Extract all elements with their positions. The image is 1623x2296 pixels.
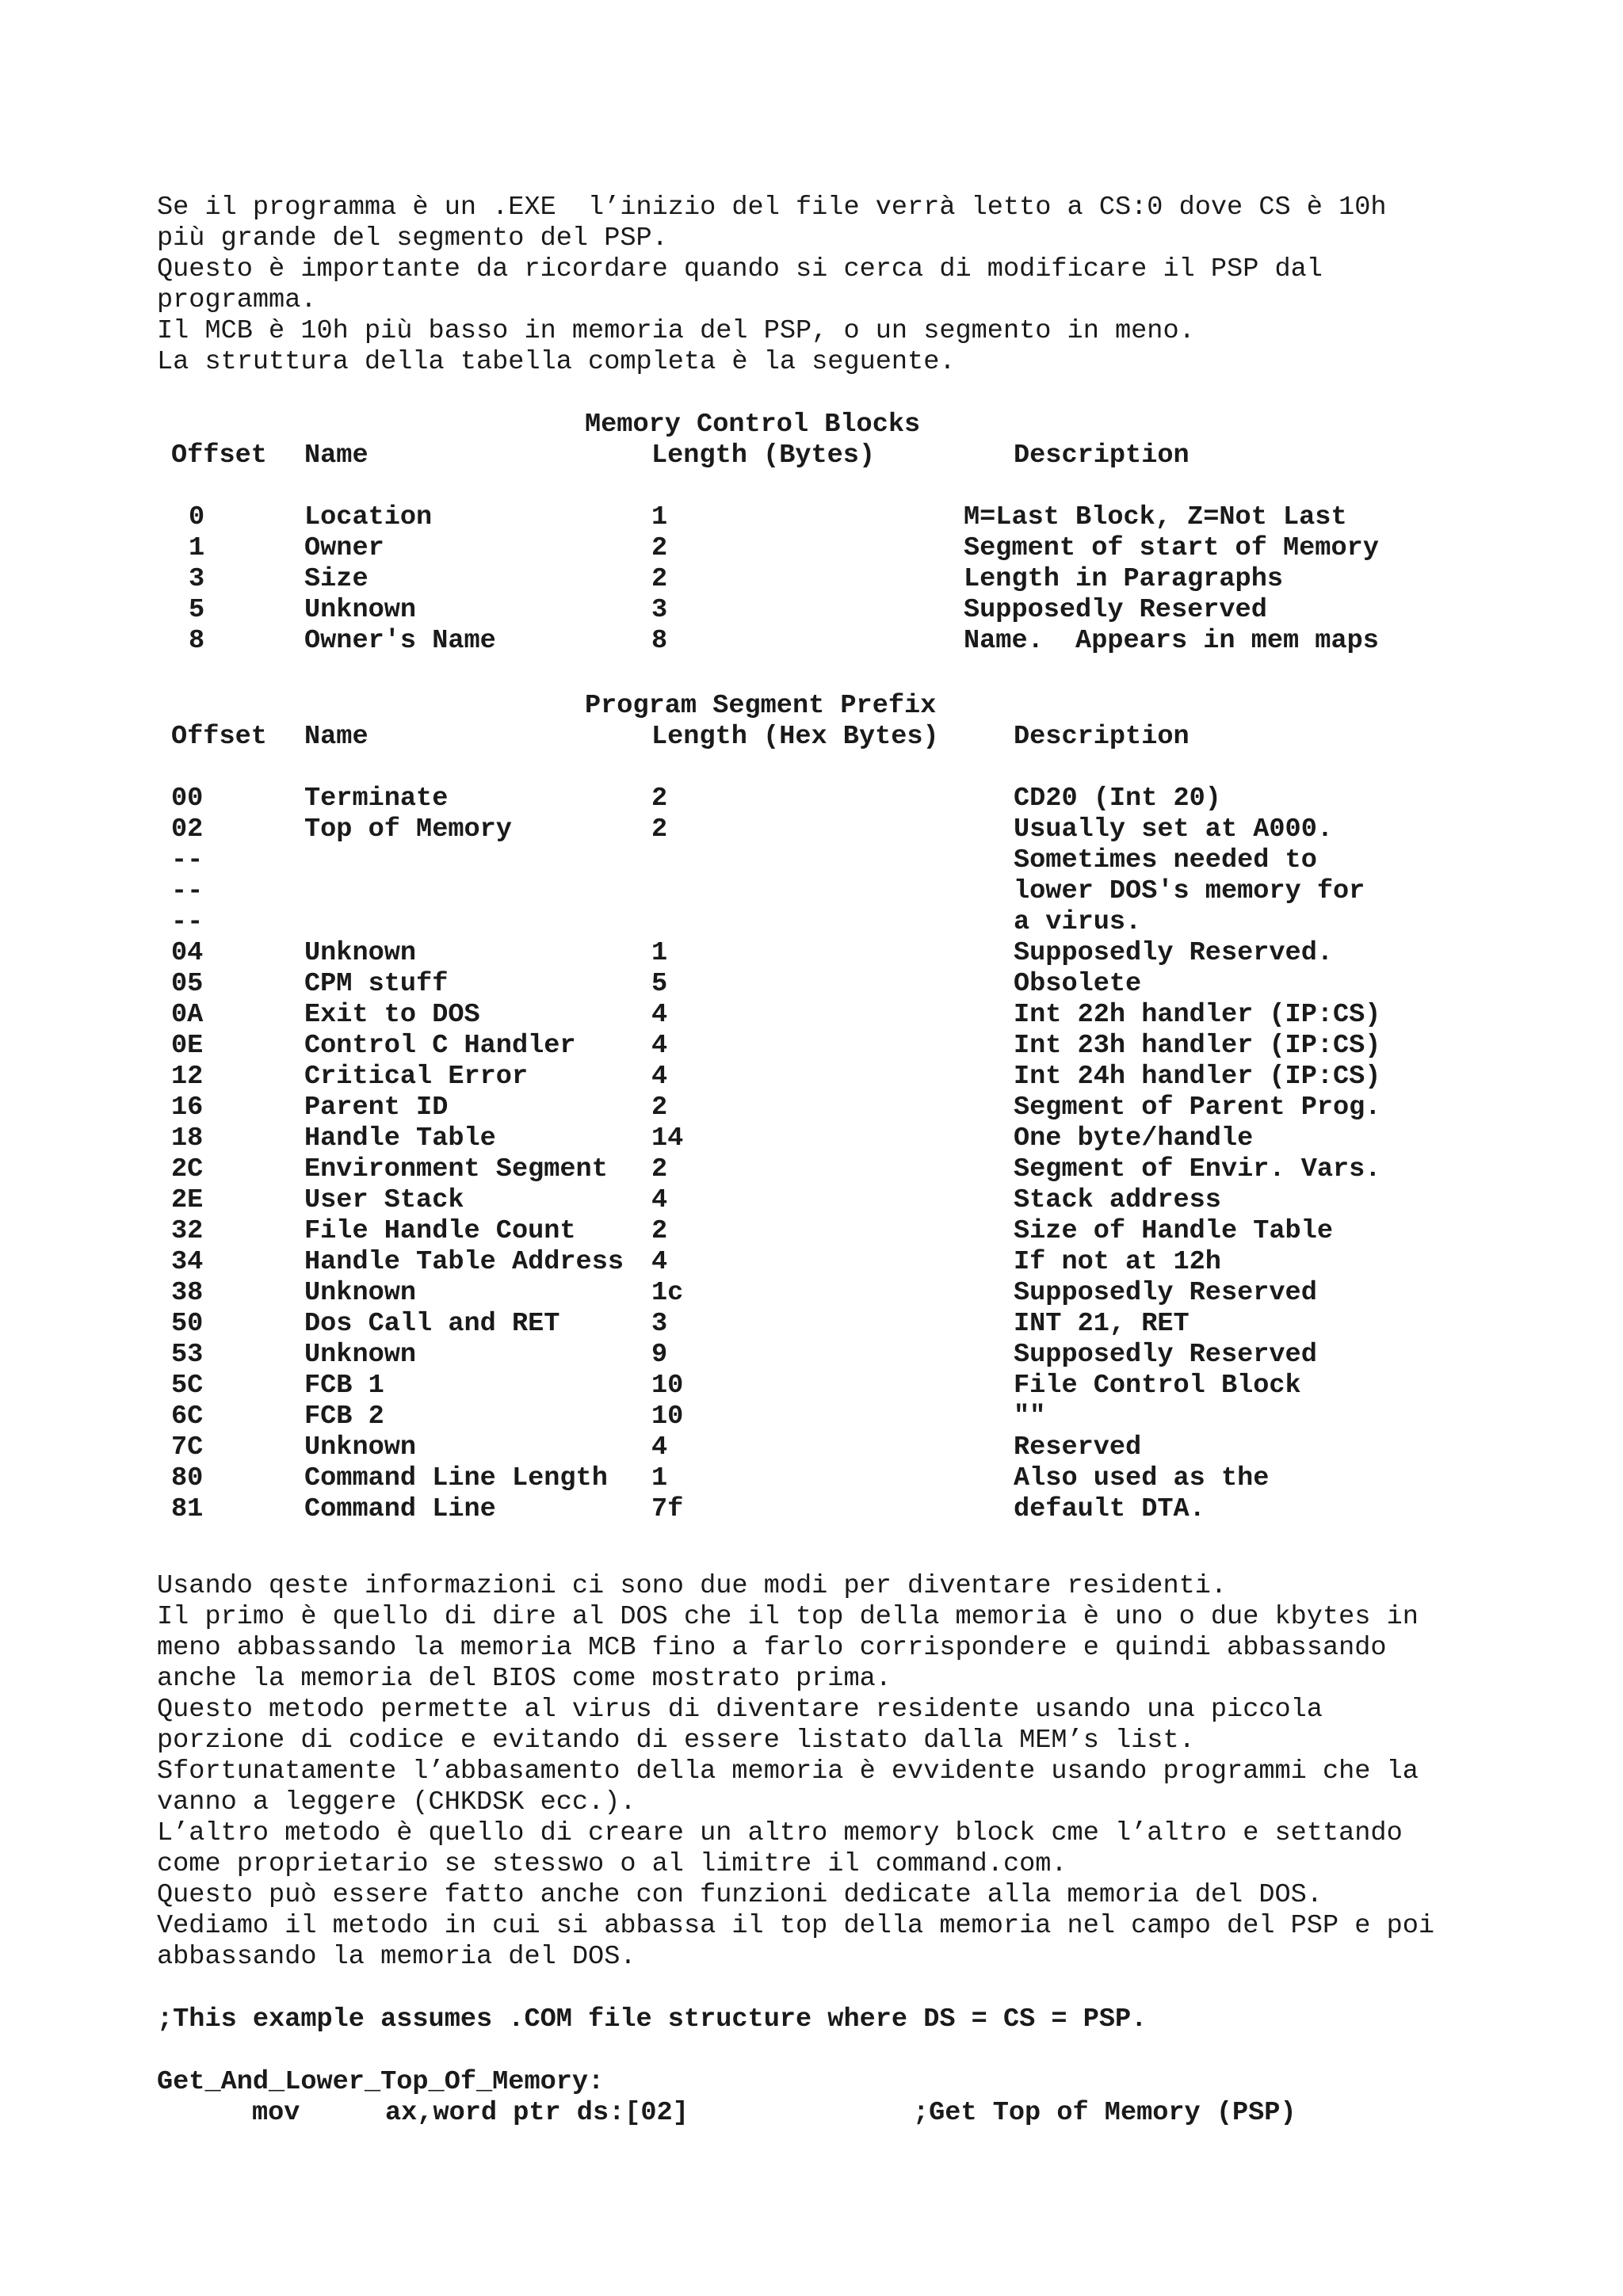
psp-cell-length: 1 bbox=[651, 1463, 668, 1493]
body-line: Questo può essere fatto anche con funzioni dedicate alla memoria del DOS. bbox=[157, 1880, 1323, 1910]
psp-cell-name: Parent ID bbox=[304, 1093, 449, 1123]
psp-cell-name: Unknown bbox=[304, 1278, 417, 1308]
psp-cell-length: 4 bbox=[651, 1247, 668, 1277]
code-mnemonic: mov bbox=[252, 2098, 300, 2128]
psp-cell-offset: 2E bbox=[171, 1185, 204, 1215]
psp-table-row bbox=[0, 1463, 1623, 1494]
body-line: vanno a leggere (CHKDSK ecc.). bbox=[157, 1787, 636, 1817]
psp-table-row bbox=[0, 1494, 1623, 1525]
psp-cell-length: 4 bbox=[651, 1031, 668, 1061]
psp-cell-offset: 16 bbox=[171, 1093, 204, 1123]
mcb-table-row bbox=[0, 502, 1623, 533]
psp-table-row bbox=[0, 1247, 1623, 1278]
psp-cell-length: 3 bbox=[651, 1309, 668, 1339]
psp-cell-length: 4 bbox=[651, 1432, 668, 1463]
psp-cell-name: Unknown bbox=[304, 1340, 417, 1370]
psp-cell-description: Segment of Parent Prog. bbox=[1014, 1093, 1381, 1123]
psp-table-row bbox=[0, 1123, 1623, 1154]
psp-cell-name: Handle Table bbox=[304, 1123, 496, 1154]
psp-table-row bbox=[0, 1154, 1623, 1185]
psp-header-description: Description bbox=[1014, 722, 1190, 752]
psp-cell-offset: 6C bbox=[171, 1402, 204, 1432]
psp-table-row bbox=[0, 845, 1623, 876]
psp-header-name: Name bbox=[304, 722, 369, 752]
body-line: Usando qeste informazioni ci sono due modi per diventare residenti. bbox=[157, 1571, 1228, 1601]
mcb-cell-description: Length in Paragraphs bbox=[964, 564, 1284, 594]
psp-cell-description: Int 22h handler (IP:CS) bbox=[1014, 1000, 1381, 1030]
code-comment: ;This example assumes .COM file structure where DS = CS = PSP. bbox=[157, 2004, 1148, 2035]
psp-cell-description: Supposedly Reserved bbox=[1014, 1340, 1317, 1370]
code-inline-comment: ;Get Top of Memory (PSP) bbox=[913, 2098, 1296, 2128]
mcb-table-row bbox=[0, 564, 1623, 595]
mcb-cell-length: 2 bbox=[651, 533, 668, 563]
psp-cell-offset: 5C bbox=[171, 1371, 204, 1401]
mcb-cell-description: Supposedly Reserved bbox=[964, 595, 1267, 625]
psp-cell-offset: -- bbox=[171, 907, 204, 937]
psp-cell-offset: 0E bbox=[171, 1031, 204, 1061]
psp-cell-length: 2 bbox=[651, 1216, 668, 1246]
psp-table-header bbox=[0, 722, 1623, 753]
psp-table-row bbox=[0, 1216, 1623, 1247]
mcb-cell-name: Owner bbox=[304, 533, 384, 563]
psp-cell-description: File Control Block bbox=[1014, 1371, 1301, 1401]
psp-cell-offset: -- bbox=[171, 845, 204, 875]
mcb-header-length: Length (Bytes) bbox=[651, 441, 876, 471]
psp-cell-length: 4 bbox=[651, 1185, 668, 1215]
psp-cell-description: Supposedly Reserved bbox=[1014, 1278, 1317, 1308]
psp-cell-name: Control C Handler bbox=[304, 1031, 576, 1061]
mcb-cell-name: Owner's Name bbox=[304, 626, 496, 656]
mcb-cell-offset: 0 bbox=[189, 502, 205, 532]
psp-table-row bbox=[0, 1402, 1623, 1432]
psp-header-offset: Offset bbox=[171, 722, 267, 752]
psp-cell-description: Reserved bbox=[1014, 1432, 1142, 1463]
psp-cell-description: "" bbox=[1014, 1402, 1046, 1432]
psp-cell-name: Handle Table Address bbox=[304, 1247, 624, 1277]
psp-cell-length: 1c bbox=[651, 1278, 684, 1308]
psp-cell-name: Terminate bbox=[304, 784, 449, 814]
psp-cell-description: lower DOS's memory for bbox=[1014, 876, 1365, 906]
psp-cell-description: Segment of Envir. Vars. bbox=[1014, 1154, 1381, 1184]
psp-table-row bbox=[0, 1340, 1623, 1371]
psp-cell-name: FCB 1 bbox=[304, 1371, 384, 1401]
psp-cell-length: 2 bbox=[651, 784, 668, 814]
psp-header-length: Length (Hex Bytes) bbox=[651, 722, 939, 752]
intro-line: Questo è importante da ricordare quando si cerca di modificare il PSP dal bbox=[157, 254, 1323, 284]
code-instruction-line bbox=[0, 2098, 1623, 2129]
body-line: abbassando la memoria del DOS. bbox=[157, 1942, 636, 1972]
psp-cell-name: Unknown bbox=[304, 938, 417, 968]
mcb-table-row bbox=[0, 626, 1623, 657]
psp-cell-description: Sometimes needed to bbox=[1014, 845, 1317, 875]
psp-cell-offset: 02 bbox=[171, 814, 204, 845]
psp-table-row bbox=[0, 1432, 1623, 1463]
body-line: porzione di codice e evitando di essere listato dalla MEM’s list. bbox=[157, 1726, 1195, 1756]
psp-cell-name: Top of Memory bbox=[304, 814, 512, 845]
body-line: meno abbassando la memoria MCB fino a farlo corrispondere e quindi abbassando bbox=[157, 1633, 1387, 1663]
mcb-cell-offset: 3 bbox=[189, 564, 205, 594]
body-line: L’altro metodo è quello di creare un altro memory block cme l’altro e settando bbox=[157, 1818, 1403, 1848]
psp-table-row bbox=[0, 1309, 1623, 1340]
psp-cell-description: a virus. bbox=[1014, 907, 1142, 937]
psp-cell-description: Supposedly Reserved. bbox=[1014, 938, 1334, 968]
intro-line: Il MCB è 10h più basso in memoria del PSP, o un segmento in meno. bbox=[157, 316, 1195, 346]
mcb-cell-description: Name. Appears in mem maps bbox=[964, 626, 1379, 656]
psp-table-row bbox=[0, 1000, 1623, 1031]
psp-table-row bbox=[0, 907, 1623, 938]
psp-table-row bbox=[0, 1278, 1623, 1309]
psp-cell-offset: 38 bbox=[171, 1278, 204, 1308]
psp-cell-name: Critical Error bbox=[304, 1062, 529, 1092]
psp-cell-length: 14 bbox=[651, 1123, 684, 1154]
psp-cell-offset: 34 bbox=[171, 1247, 204, 1277]
psp-cell-description: Stack address bbox=[1014, 1185, 1221, 1215]
psp-cell-description: Usually set at A000. bbox=[1014, 814, 1334, 845]
psp-table-row bbox=[0, 784, 1623, 814]
psp-table-row bbox=[0, 969, 1623, 1000]
mcb-cell-description: M=Last Block, Z=Not Last bbox=[964, 502, 1347, 532]
psp-cell-length: 4 bbox=[651, 1062, 668, 1092]
psp-table-row bbox=[0, 1371, 1623, 1402]
psp-cell-offset: -- bbox=[171, 876, 204, 906]
psp-cell-length: 1 bbox=[651, 938, 668, 968]
psp-table-row bbox=[0, 1185, 1623, 1216]
psp-cell-offset: 81 bbox=[171, 1494, 204, 1524]
psp-cell-length: 10 bbox=[651, 1371, 684, 1401]
intro-line: La struttura della tabella completa è la seguente. bbox=[157, 347, 956, 377]
code-operands: ax,word ptr ds:[02] bbox=[385, 2098, 689, 2128]
psp-table-row bbox=[0, 1031, 1623, 1062]
psp-cell-name: Command Line bbox=[304, 1494, 496, 1524]
mcb-cell-name: Unknown bbox=[304, 595, 417, 625]
mcb-cell-length: 2 bbox=[651, 564, 668, 594]
mcb-cell-name: Location bbox=[304, 502, 433, 532]
psp-cell-length: 9 bbox=[651, 1340, 668, 1370]
psp-cell-description: Int 23h handler (IP:CS) bbox=[1014, 1031, 1381, 1061]
psp-cell-name: Unknown bbox=[304, 1432, 417, 1463]
psp-cell-description: CD20 (Int 20) bbox=[1014, 784, 1221, 814]
psp-cell-description: One byte/handle bbox=[1014, 1123, 1254, 1154]
psp-cell-length: 7f bbox=[651, 1494, 684, 1524]
psp-cell-name: Exit to DOS bbox=[304, 1000, 480, 1030]
body-line: Vediamo il metodo in cui si abbassa il top della memoria nel campo del PSP e poi bbox=[157, 1911, 1435, 1941]
psp-cell-description: If not at 12h bbox=[1014, 1247, 1221, 1277]
psp-table-row bbox=[0, 1093, 1623, 1123]
psp-cell-length: 4 bbox=[651, 1000, 668, 1030]
body-line: come proprietario se stesswo o al limitre il command.com. bbox=[157, 1849, 1067, 1879]
psp-cell-name: CPM stuff bbox=[304, 969, 449, 999]
psp-cell-length: 2 bbox=[651, 1093, 668, 1123]
mcb-cell-length: 8 bbox=[651, 626, 668, 656]
psp-table-row bbox=[0, 876, 1623, 907]
intro-line: programma. bbox=[157, 285, 317, 315]
psp-cell-name: Environment Segment bbox=[304, 1154, 608, 1184]
mcb-cell-name: Size bbox=[304, 564, 369, 594]
mcb-table-title: Memory Control Blocks bbox=[585, 410, 921, 440]
intro-line: Se il programma è un .EXE l’inizio del file verrà letto a CS:0 dove CS è 10h bbox=[157, 193, 1387, 223]
mcb-header-description: Description bbox=[1014, 441, 1190, 471]
psp-cell-name: Dos Call and RET bbox=[304, 1309, 560, 1339]
mcb-cell-offset: 8 bbox=[189, 626, 205, 656]
psp-cell-offset: 12 bbox=[171, 1062, 204, 1092]
mcb-table-row bbox=[0, 533, 1623, 564]
psp-cell-offset: 00 bbox=[171, 784, 204, 814]
psp-table-title: Program Segment Prefix bbox=[585, 691, 937, 721]
psp-cell-offset: 32 bbox=[171, 1216, 204, 1246]
mcb-cell-offset: 1 bbox=[189, 533, 205, 563]
psp-cell-length: 2 bbox=[651, 1154, 668, 1184]
psp-cell-description: INT 21, RET bbox=[1014, 1309, 1190, 1339]
mcb-header-name: Name bbox=[304, 441, 369, 471]
mcb-cell-description: Segment of start of Memory bbox=[964, 533, 1379, 563]
body-line: anche la memoria del BIOS come mostrato prima. bbox=[157, 1664, 892, 1694]
psp-cell-name: User Stack bbox=[304, 1185, 464, 1215]
mcb-cell-length: 1 bbox=[651, 502, 668, 532]
psp-cell-offset: 0A bbox=[171, 1000, 204, 1030]
psp-cell-offset: 80 bbox=[171, 1463, 204, 1493]
psp-cell-length: 10 bbox=[651, 1402, 684, 1432]
psp-cell-offset: 53 bbox=[171, 1340, 204, 1370]
psp-cell-description: default DTA. bbox=[1014, 1494, 1205, 1524]
psp-cell-offset: 7C bbox=[171, 1432, 204, 1463]
intro-line: più grande del segmento del PSP. bbox=[157, 223, 668, 254]
psp-cell-offset: 05 bbox=[171, 969, 204, 999]
body-line: Questo metodo permette al virus di diventare residente usando una piccola bbox=[157, 1695, 1323, 1725]
psp-cell-offset: 50 bbox=[171, 1309, 204, 1339]
mcb-table-header bbox=[0, 441, 1623, 471]
psp-cell-length: 5 bbox=[651, 969, 668, 999]
psp-cell-name: File Handle Count bbox=[304, 1216, 576, 1246]
psp-cell-offset: 04 bbox=[171, 938, 204, 968]
psp-table-row bbox=[0, 938, 1623, 969]
psp-cell-name: Command Line Length bbox=[304, 1463, 608, 1493]
psp-cell-description: Int 24h handler (IP:CS) bbox=[1014, 1062, 1381, 1092]
psp-table-row bbox=[0, 1062, 1623, 1093]
body-line: Il primo è quello di dire al DOS che il top della memoria è uno o due kbytes in bbox=[157, 1602, 1419, 1632]
body-line: Sfortunatamente l’abbasamento della memoria è evvidente usando programmi che la bbox=[157, 1756, 1419, 1787]
psp-cell-length: 2 bbox=[651, 814, 668, 845]
psp-cell-description: Obsolete bbox=[1014, 969, 1142, 999]
psp-table-row bbox=[0, 814, 1623, 845]
psp-cell-description: Also used as the bbox=[1014, 1463, 1270, 1493]
psp-cell-offset: 2C bbox=[171, 1154, 204, 1184]
code-label: Get_And_Lower_Top_Of_Memory: bbox=[157, 2067, 605, 2097]
mcb-table-row bbox=[0, 595, 1623, 626]
psp-cell-name: FCB 2 bbox=[304, 1402, 384, 1432]
mcb-header-offset: Offset bbox=[171, 441, 267, 471]
mcb-cell-length: 3 bbox=[651, 595, 668, 625]
psp-cell-offset: 18 bbox=[171, 1123, 204, 1154]
psp-cell-description: Size of Handle Table bbox=[1014, 1216, 1334, 1246]
mcb-cell-offset: 5 bbox=[189, 595, 205, 625]
